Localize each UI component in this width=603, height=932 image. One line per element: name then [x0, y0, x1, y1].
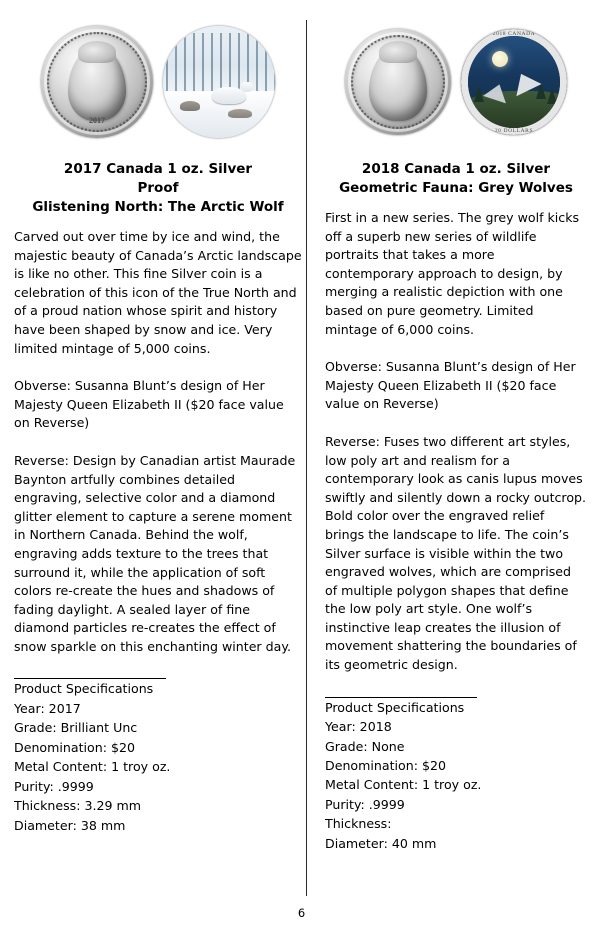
spec-row: Thickness: 3.29 mm: [14, 798, 142, 814]
coin-entry-left: [14, 18, 312, 835]
coin-color-scene: [468, 36, 560, 128]
reverse-text-right: Reverse: Fuses two different art styles, low poly art and realism for a contemporary look as canis lupus moves swiftly and silently down a rocky outcrop. Bold color over the engraved relief brings the landscape to life. The coin’s Silver surface is visible within the two engraved wolves, which are comprised of multiple polygon shapes that define the low poly art style. One wolf’s instinctive leap creates the illusion of movement shattering the boundaries of its geometric design.: [325, 433, 587, 673]
spec-row: Purity: .9999: [14, 778, 94, 794]
product-specifications-left: [14, 678, 302, 834]
coin-tree: [547, 88, 557, 104]
spec-row: Grade: Brilliant Unc: [14, 720, 138, 736]
spec-row: Year: 2018: [325, 719, 392, 735]
title-line-1: 2017 Canada 1 oz. Silver: [63, 161, 253, 177]
spec-row: Diameter: 40 mm: [325, 835, 437, 851]
spec-row: Diameter: 38 mm: [14, 817, 126, 833]
spec-heading-left: Product Specifications: [14, 678, 166, 699]
spec-row: Thickness:: [325, 816, 392, 832]
coin-obverse-image-2018: [345, 29, 451, 135]
spec-row: Year: 2017: [14, 701, 81, 717]
coin-tree: [474, 86, 484, 102]
description-text-right: First in a new series. The grey wolf kicks off a superb new series of wildlife portraits that takes a more contemporary approach to design, by merging a realistic depiction with one based on pure geometry. Limited mintage of 6,000 coins.: [325, 210, 580, 337]
coin-rock-right: [228, 109, 252, 118]
spec-row: Metal Content: 1 troy oz.: [14, 759, 171, 775]
coin-obverse-image-2017: [41, 26, 153, 138]
title-line-3: Glistening North: The Arctic Wolf: [32, 199, 284, 215]
coin-reverse-image-arctic-wolf: [163, 26, 275, 138]
obverse-text-right: Obverse: Susanna Blunt’s design of Her Majesty Queen Elizabeth II ($20 face value on Reverse): [325, 359, 576, 412]
coin-images-right: [325, 18, 587, 146]
title-line-2: Proof: [137, 180, 179, 196]
title-line-2: Geometric Fauna: Grey Wolves: [339, 180, 573, 196]
coin-entry-right: [312, 18, 587, 853]
two-column-layout: [14, 18, 589, 896]
spec-row: Purity: .9999: [325, 796, 405, 812]
coin-reverse-image-grey-wolves: [461, 29, 567, 135]
spec-row: Metal Content: 1 troy oz.: [325, 777, 482, 793]
product-specifications-right: [325, 697, 587, 853]
title-line-1: 2018 Canada 1 oz. Silver: [361, 161, 551, 177]
description-text-left: Carved out over time by ice and wind, the majestic beauty of Canada’s Arctic landscape is like no other. This fine Silver coin is a celebration of this icon of the True North and of a proud nation whose spirit and history have been shaped by snow and ice. Very limited mintage of 5,000 coins.: [14, 229, 302, 356]
page-number: 6: [297, 906, 306, 920]
coin-date-label: 2017: [89, 116, 105, 125]
coin-images-left: [14, 18, 302, 146]
coin-wolf-figure: [212, 87, 246, 104]
page-title-left: [14, 160, 302, 217]
page-title-right: [325, 160, 587, 198]
reverse-text-left: Reverse: Design by Canadian artist Maurade Baynton artfully combines detailed engraving, selective color and a diamond glitter element to capture a serene moment in Northern Canada. Behind the wolf, engraving adds texture to the trees that surround it, while the application of soft colors re-create the hues and shadows of fading daylight. A sealed layer of fine diamond particles re-creates the effect of snow sparkle on this enchanting winter day.: [14, 452, 296, 654]
spec-heading-right: Product Specifications: [325, 697, 477, 718]
coin-moon: [492, 51, 508, 67]
spec-row: Denomination: $20: [325, 758, 447, 774]
coin-legend-bottom: 20 DOLLARS: [494, 127, 534, 134]
coin-rock-left: [180, 101, 200, 111]
coin-legend-top: 2018 CANADA: [492, 30, 536, 37]
obverse-text-left: Obverse: Susanna Blunt’s design of Her Majesty Queen Elizabeth II ($20 face value on Reverse): [14, 378, 284, 431]
spec-row: Grade: None: [325, 738, 405, 754]
spec-row: Denomination: $20: [14, 739, 136, 755]
